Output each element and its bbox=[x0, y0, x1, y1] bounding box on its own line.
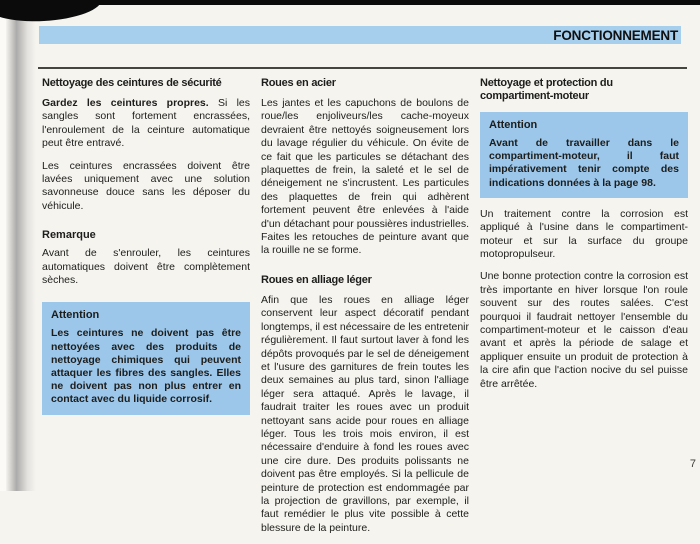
header-divider-rule bbox=[38, 67, 687, 69]
paragraph-keep-belts-clean bbox=[42, 97, 250, 151]
page-content bbox=[42, 77, 688, 544]
paragraph-lead-rest: Si les sangles sont fortement encrassées, l'enroulement de la ceinture automatique peut être entravé. bbox=[42, 97, 250, 150]
column-engine-compartment bbox=[480, 77, 688, 544]
column-wheels bbox=[261, 77, 469, 544]
page-number: 7 bbox=[689, 458, 696, 470]
paragraph-belt-washing: Les ceintures encrassées doivent être lavées uniquement avec une solution savonneuse douce sans les déposer du véhicule. bbox=[42, 159, 250, 212]
section-heading-engine-compartment: Nettoyage et protection du compartiment-moteur bbox=[480, 77, 613, 102]
section-heading-seat-belts: Nettoyage des ceintures de sécurité bbox=[42, 77, 222, 89]
attention-text: Les ceintures ne doivent pas être nettoyées avec des produits de nettoyage chimiques qui peuvent attaquer les fibres des sangles. Elles ne doivent pas non plus entrer en contact avec du liquide corrosif. bbox=[51, 327, 241, 406]
paragraph-lead-bold: Gardez les ceintures propres. bbox=[42, 97, 209, 109]
attention-box-engine bbox=[480, 112, 688, 198]
chapter-header-bar bbox=[39, 26, 681, 44]
paragraph-alloy-wheels: Afin que les roues en alliage léger conservent leur aspect décoratif pendant longtemps, il est nécessaire de les entretenir régulièrement. Il faut surtout laver à fond les dépôts provoqués par le sel de déneigement et l'usure des garnitures de frein toutes les deux semaines au plus tard, sinon l'alliage léger sera attaqué. Après le lavage, il faudrait traiter les roues avec un produit nettoyant sans acide pour roues en alliage léger. Tous les trois mois environ, il est nécessaire d'enduire à fond les roues avec une cire dure. Des produits polissants ne doivent pas être employés. Si la pellicule de peinture de protection est endommagée par la projection de gravillons, par exemple, il faut remédier le plus vite possible à cette blessure de la peinture. bbox=[261, 293, 469, 534]
attention-title: Attention bbox=[51, 309, 100, 322]
attention-box-seat-belts bbox=[42, 302, 250, 414]
note-text: Avant de s'enrouler, les ceintures automatiques doivent être complètement sèches. bbox=[42, 247, 250, 287]
attention-text: Avant de travailler dans le compartiment-moteur, il faut impérativement tenir compte des indications données à la page 98. bbox=[489, 137, 679, 189]
section-heading-alloy-wheels: Roues en alliage léger bbox=[261, 273, 372, 286]
attention-title: Attention bbox=[489, 119, 538, 131]
chapter-title: FONCTIONNEMENT bbox=[553, 27, 678, 43]
paragraph-corrosion-protection: Une bonne protection contre la corrosion est très importante en hiver lorsque l'on roule souvent sur des routes salées. C'est pourquoi il faudrait nettoyer l'ensemble du compartiment-moteur et le caisson d'eau avant et après la période de salage et appliquer ensuite un produit de protection à la cire afin que l'action nocive du sel puisse être arrêtée. bbox=[480, 270, 688, 390]
note-heading: Remarque bbox=[42, 229, 96, 242]
section-heading-steel-wheels: Roues en acier bbox=[261, 77, 336, 89]
scan-artifact-top-edge bbox=[0, 0, 700, 5]
column-seat-belts bbox=[42, 77, 250, 544]
page-edge-shadow bbox=[6, 0, 36, 491]
paragraph-steel-wheels: Les jantes et les capuchons de boulons de roue/les enjoliveurs/les cache-moyeux devraient être nettoyés soigneusement lors du lavage régulier du véhicule. On évite de ce fait que les particules se détachant des plaquettes de frein, la saleté et le sel de déneigement ne s'incrustent. Les particules des plaquettes de frein qui adhèrent fortement peuvent être enlevées à l'aide d'un détachant pour poussières industrielles. Faites les retouches de peinture avant que la rouille ne se forme. bbox=[261, 97, 469, 257]
paragraph-corrosion-treatment: Un traitement contre la corrosion est appliqué à l'usine dans le compartiment-moteur et sur la surface du groupe motopropulseur. bbox=[480, 207, 688, 261]
